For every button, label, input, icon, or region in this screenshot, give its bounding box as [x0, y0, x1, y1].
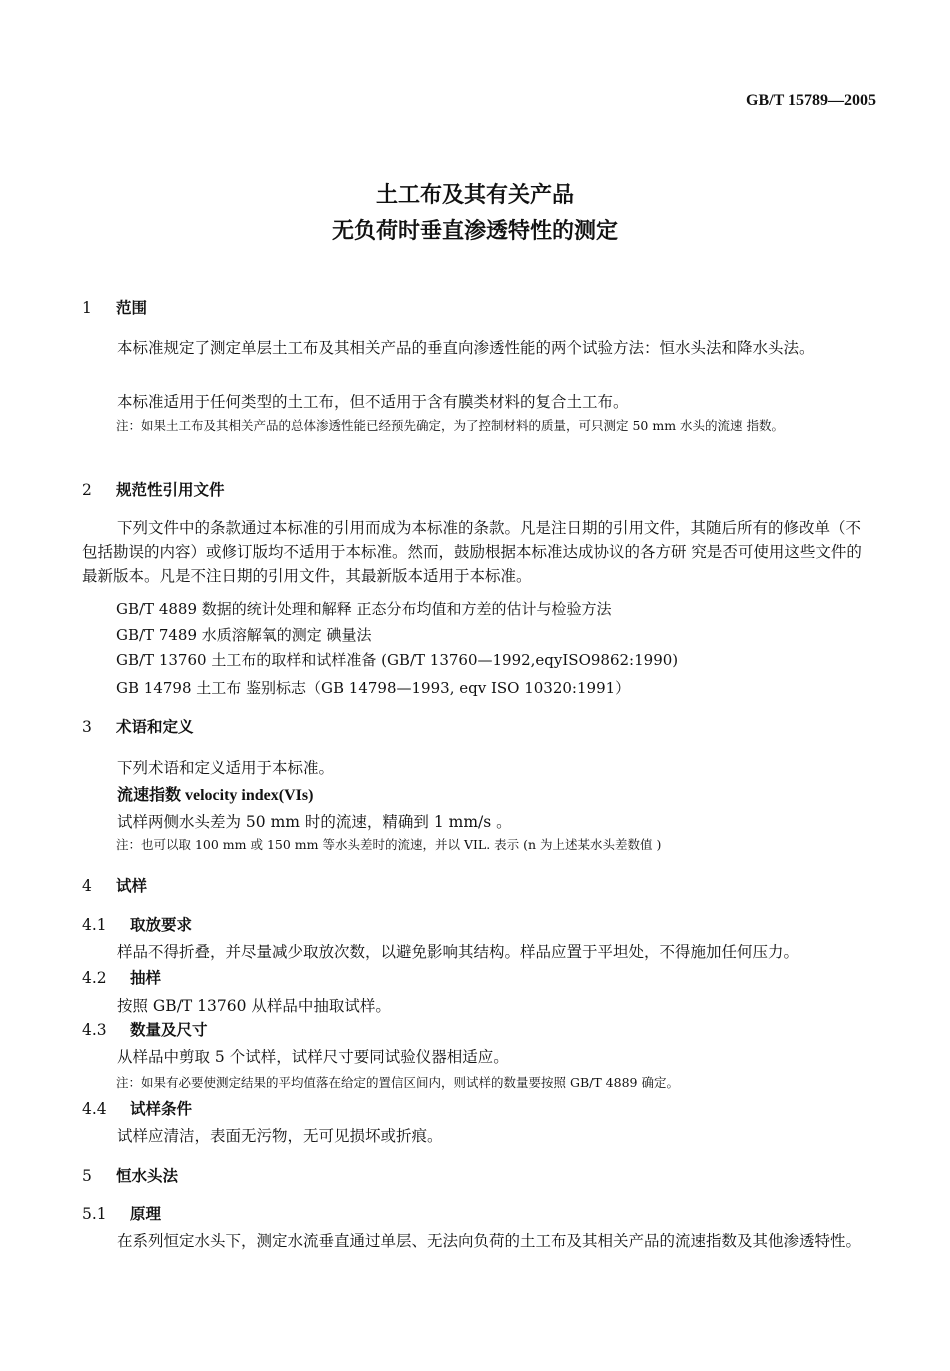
section-number: 1: [82, 299, 92, 317]
subsection-4-1-heading: [82, 913, 192, 935]
section-1-paragraph-1: 本标准规定了测定单层土工布及其相关产品的垂直向渗透性能的两个试验方法：恒水头法和降水头法。: [117, 339, 815, 357]
subsection-number: 5.1: [82, 1205, 107, 1223]
subsection-4-4-heading: [82, 1097, 192, 1119]
section-label: 恒水头法: [116, 1167, 179, 1185]
term-velocity-index: 流速指数 velocity index(VIs): [117, 787, 314, 804]
section-2-paragraph-1: 下列文件中的条款通过本标准的引用而成为本标准的条款。凡是注日期的引用文件，其随后所有的修改单（不包括勘误的内容）或修订版均不适用于本标准。然而，鼓励根据本标准达成协议的各方研 究是否可使用这些文件的最新版本。凡是不注日期的引用文件，其最新版本适用于本标准。: [82, 519, 862, 585]
section-label: 试样: [116, 877, 148, 895]
section-label: 范围: [116, 299, 148, 317]
subsection-label: 原理: [130, 1205, 162, 1223]
subsection-4-3-heading: [82, 1018, 208, 1040]
section-1-heading: [82, 296, 147, 318]
section-3-heading: [82, 715, 194, 737]
subsection-label: 取放要求: [130, 916, 193, 934]
section-number: 2: [82, 481, 92, 499]
subsection-label: 试样条件: [130, 1100, 193, 1118]
reference-item: GB/T 7489 水质溶解氧的测定 碘量法: [116, 626, 372, 644]
section-number: 3: [82, 718, 92, 736]
subsection-4-1-paragraph: 样品不得折叠，并尽量减少取放次数，以避免影响其结构。样品应置于平坦处，不得施加任何压力。: [117, 943, 800, 961]
reference-item: GB/T 4889 数据的统计处理和解释 正态分布均值和方差的估计与检验方法: [116, 600, 612, 618]
subsection-number: 4.2: [82, 969, 107, 987]
subsection-label: 数量及尺寸: [130, 1021, 208, 1039]
section-5-heading: [82, 1164, 178, 1186]
reference-item: GB 14798 土工布 鉴别标志（GB 14798—1993, eqv ISO 10320:1991）: [116, 679, 631, 697]
reference-item: GB/T 13760 土工布的取样和试样准备 (GB/T 13760—1992,eqyISO9862:1990): [116, 651, 679, 669]
standard-number: GB/T 15789—2005: [746, 92, 876, 109]
subsection-4-4-paragraph: 试样应清洁，表面无污物，无可见损坏或折痕。: [117, 1127, 443, 1145]
section-3-paragraph-1: 下列术语和定义适用于本标准。: [117, 759, 335, 777]
subsection-number: 4.1: [82, 916, 107, 934]
subsection-4-3-paragraph: 从样品中剪取 5 个试样，试样尺寸要同试验仪器相适应。: [117, 1048, 509, 1066]
section-label: 规范性引用文件: [116, 481, 225, 499]
term-definition: 试样两侧水头差为 50 mm 时的流速，精确到 1 mm/s 。: [117, 813, 512, 831]
section-label: 术语和定义: [116, 718, 194, 736]
section-1-note: 注：如果土工布及其相关产品的总体渗透性能已经预先确定，为了控制材料的质量，可只测定 50 mm 水头的流速 指数。: [116, 418, 785, 433]
subsection-4-3-note: 注：如果有必要使测定结果的平均值落在给定的置信区间内，则试样的数量要按照 GB/T 4889 确定。: [116, 1075, 679, 1090]
subsection-5-1-heading: [82, 1202, 161, 1224]
section-number: 5: [82, 1167, 92, 1185]
document-title-line1: 土工布及其有关产品: [375, 183, 574, 208]
section-number: 4: [82, 877, 92, 895]
subsection-5-1-paragraph: 在系列恒定水头下，测定水流垂直通过单层、无法向负荷的土工布及其相关产品的流速指数及其他渗透特性。: [117, 1232, 862, 1250]
subsection-number: 4.3: [82, 1021, 107, 1039]
section-3-note: 注：也可以取 100 mm 或 150 mm 等水头差时的流速，并以 VIL. 表示 (n 为上述某水头差数值 ): [116, 837, 662, 852]
subsection-4-2-paragraph: 按照 GB/T 13760 从样品中抽取试样。: [117, 997, 391, 1015]
section-1-paragraph-2: 本标准适用于任何类型的土工布，但不适用于含有膜类材料的复合土工布。: [117, 393, 629, 411]
subsection-number: 4.4: [82, 1100, 107, 1118]
section-2-heading: [82, 478, 225, 500]
section-4-heading: [82, 874, 147, 896]
subsection-label: 抽样: [130, 969, 162, 987]
subsection-4-2-heading: [82, 966, 161, 988]
document-title-line2: 无负荷时垂直渗透特性的测定: [331, 219, 618, 244]
